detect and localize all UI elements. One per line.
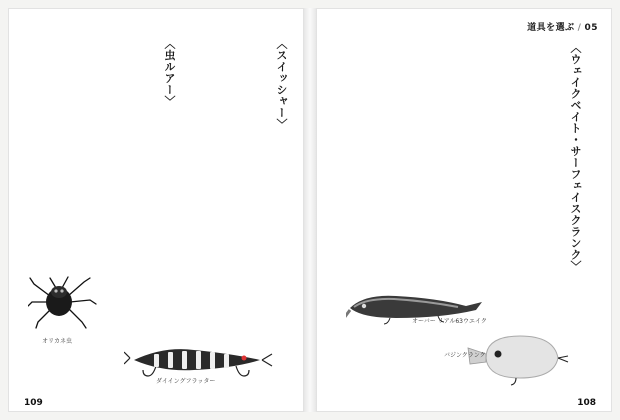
header-label: 道具を選ぶ (527, 23, 575, 33)
wakebait-lure-caption: オーバー リアル63ウエイク (412, 318, 487, 325)
insect-lure-section-heading: 〈虫ルアー〉 (163, 38, 176, 107)
page-number-left: 109 (24, 398, 43, 408)
swisher-section-heading: 〈スイッシャー〉 (275, 38, 288, 130)
crankbait-lure-caption: バジンクランク (444, 352, 486, 359)
wakebait-section-text (364, 42, 564, 272)
wakebait-section-heading: 〈ウェイクベイト・サーフェイスクランク〉 (569, 42, 582, 272)
running-header: 道具を選ぶ / 05 (527, 23, 598, 33)
right-footer (573, 398, 600, 408)
swisher-section-text (202, 38, 272, 268)
right-page (316, 8, 612, 412)
insect-lure-section-text (28, 38, 158, 268)
insect-lure-icon (28, 274, 98, 330)
left-page (8, 8, 304, 412)
chapter-number: 05 (584, 23, 598, 33)
page-number-right: 108 (577, 398, 596, 408)
swisher-lure-caption: ダイイングフラッター (156, 378, 216, 385)
book-gutter (304, 8, 316, 412)
left-footer (20, 398, 47, 408)
insect-lure-caption: オリカネ虫 (42, 338, 72, 345)
